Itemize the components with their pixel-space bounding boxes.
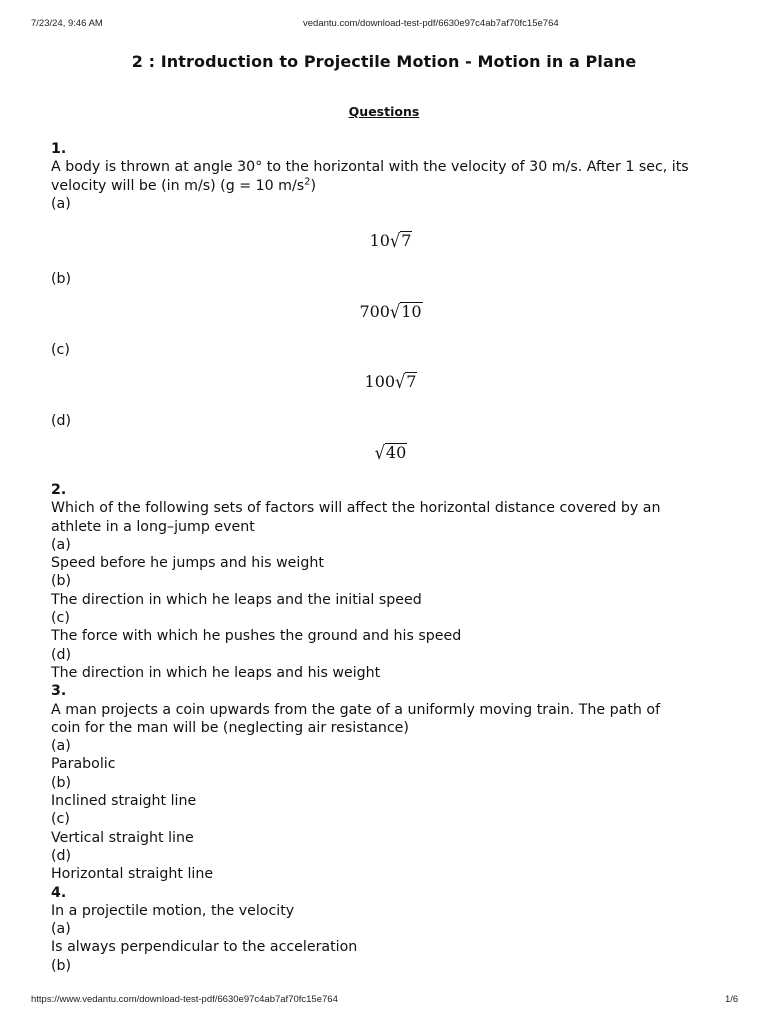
option-a-formula: 10√7 <box>51 226 731 256</box>
option-text: Parabolic <box>51 756 116 773</box>
sqrt-symbol: √40 <box>374 441 407 464</box>
sqrt-symbol: √7 <box>395 370 417 393</box>
option-text: The direction in which he leaps and his weight <box>51 664 381 681</box>
footer-url: https://www.vedantu.com/download-test-pdf/6630e97c4ab7af70fc15e764 <box>31 994 338 1005</box>
option-text: The force with which he pushes the ground and his speed <box>51 628 462 645</box>
option-label: (b) <box>51 957 72 974</box>
option-label: (d) <box>51 413 72 429</box>
sqrt-symbol: √7 <box>389 229 412 252</box>
option-label: (a) <box>51 195 71 212</box>
question-number: 3. <box>51 683 67 700</box>
print-date: 7/23/24, 9:46 AM <box>31 18 103 29</box>
question-text: In a projectile motion, the velocity <box>51 902 295 919</box>
option-text: Horizontal straight line <box>51 866 214 883</box>
section-heading: Questions <box>348 104 420 119</box>
option-label: (c) <box>51 342 70 358</box>
option-label: (a) <box>51 921 71 938</box>
question-text: athlete in a long–jump event <box>51 518 255 535</box>
questions-2-4 <box>51 481 731 975</box>
question-number: 4. <box>51 884 67 901</box>
question-text: velocity will be (in m/s) (g = 10 $m/s^2$) <box>51 175 317 194</box>
question-text: A body is thrown at angle 30° to the horizontal with the velocity of 30 m/s. After 1 sec, its <box>51 159 689 176</box>
option-label: (c) <box>51 610 70 627</box>
option-text: Vertical straight line <box>51 829 194 846</box>
print-url: vedantu.com/download-test-pdf/6630e97c4ab7af70fc15e764 <box>303 18 559 29</box>
option-d-formula <box>51 438 731 468</box>
question-text: Which of the following sets of factors will affect the horizontal distance covered by an <box>51 500 661 517</box>
print-footer <box>0 994 768 1008</box>
option-label: (b) <box>51 774 72 791</box>
option-text: The direction in which he leaps and the initial speed <box>51 591 422 608</box>
sqrt-symbol: √10 <box>389 300 422 323</box>
page-title: 2 : Introduction to Projectile Motion - Motion in a Plane <box>131 52 637 71</box>
question-1 <box>51 140 731 213</box>
question-number: 1. <box>51 141 67 157</box>
page-number: 1/6 <box>725 994 739 1005</box>
option-text: Is always perpendicular to the acceleration <box>51 939 358 956</box>
option-label: (a) <box>51 738 71 755</box>
option-label: (b) <box>51 573 72 590</box>
option-b-formula: 700√10 <box>51 297 731 327</box>
option-label: (b) <box>51 271 72 287</box>
option-text: Inclined straight line <box>51 793 197 810</box>
print-header <box>0 18 768 32</box>
question-number: 2. <box>51 482 67 498</box>
option-text: Speed before he jumps and his weight <box>51 555 324 572</box>
option-c-formula: 100√7 <box>51 367 731 397</box>
option-label: (d) <box>51 646 72 663</box>
option-label: (c) <box>51 811 70 828</box>
question-text: coin for the man will be (neglecting air resistance) <box>51 719 409 736</box>
option-label: (a) <box>51 536 71 553</box>
option-label: (d) <box>51 847 72 864</box>
question-text: A man projects a coin upwards from the gate of a uniformly moving train. The path of <box>51 701 661 718</box>
